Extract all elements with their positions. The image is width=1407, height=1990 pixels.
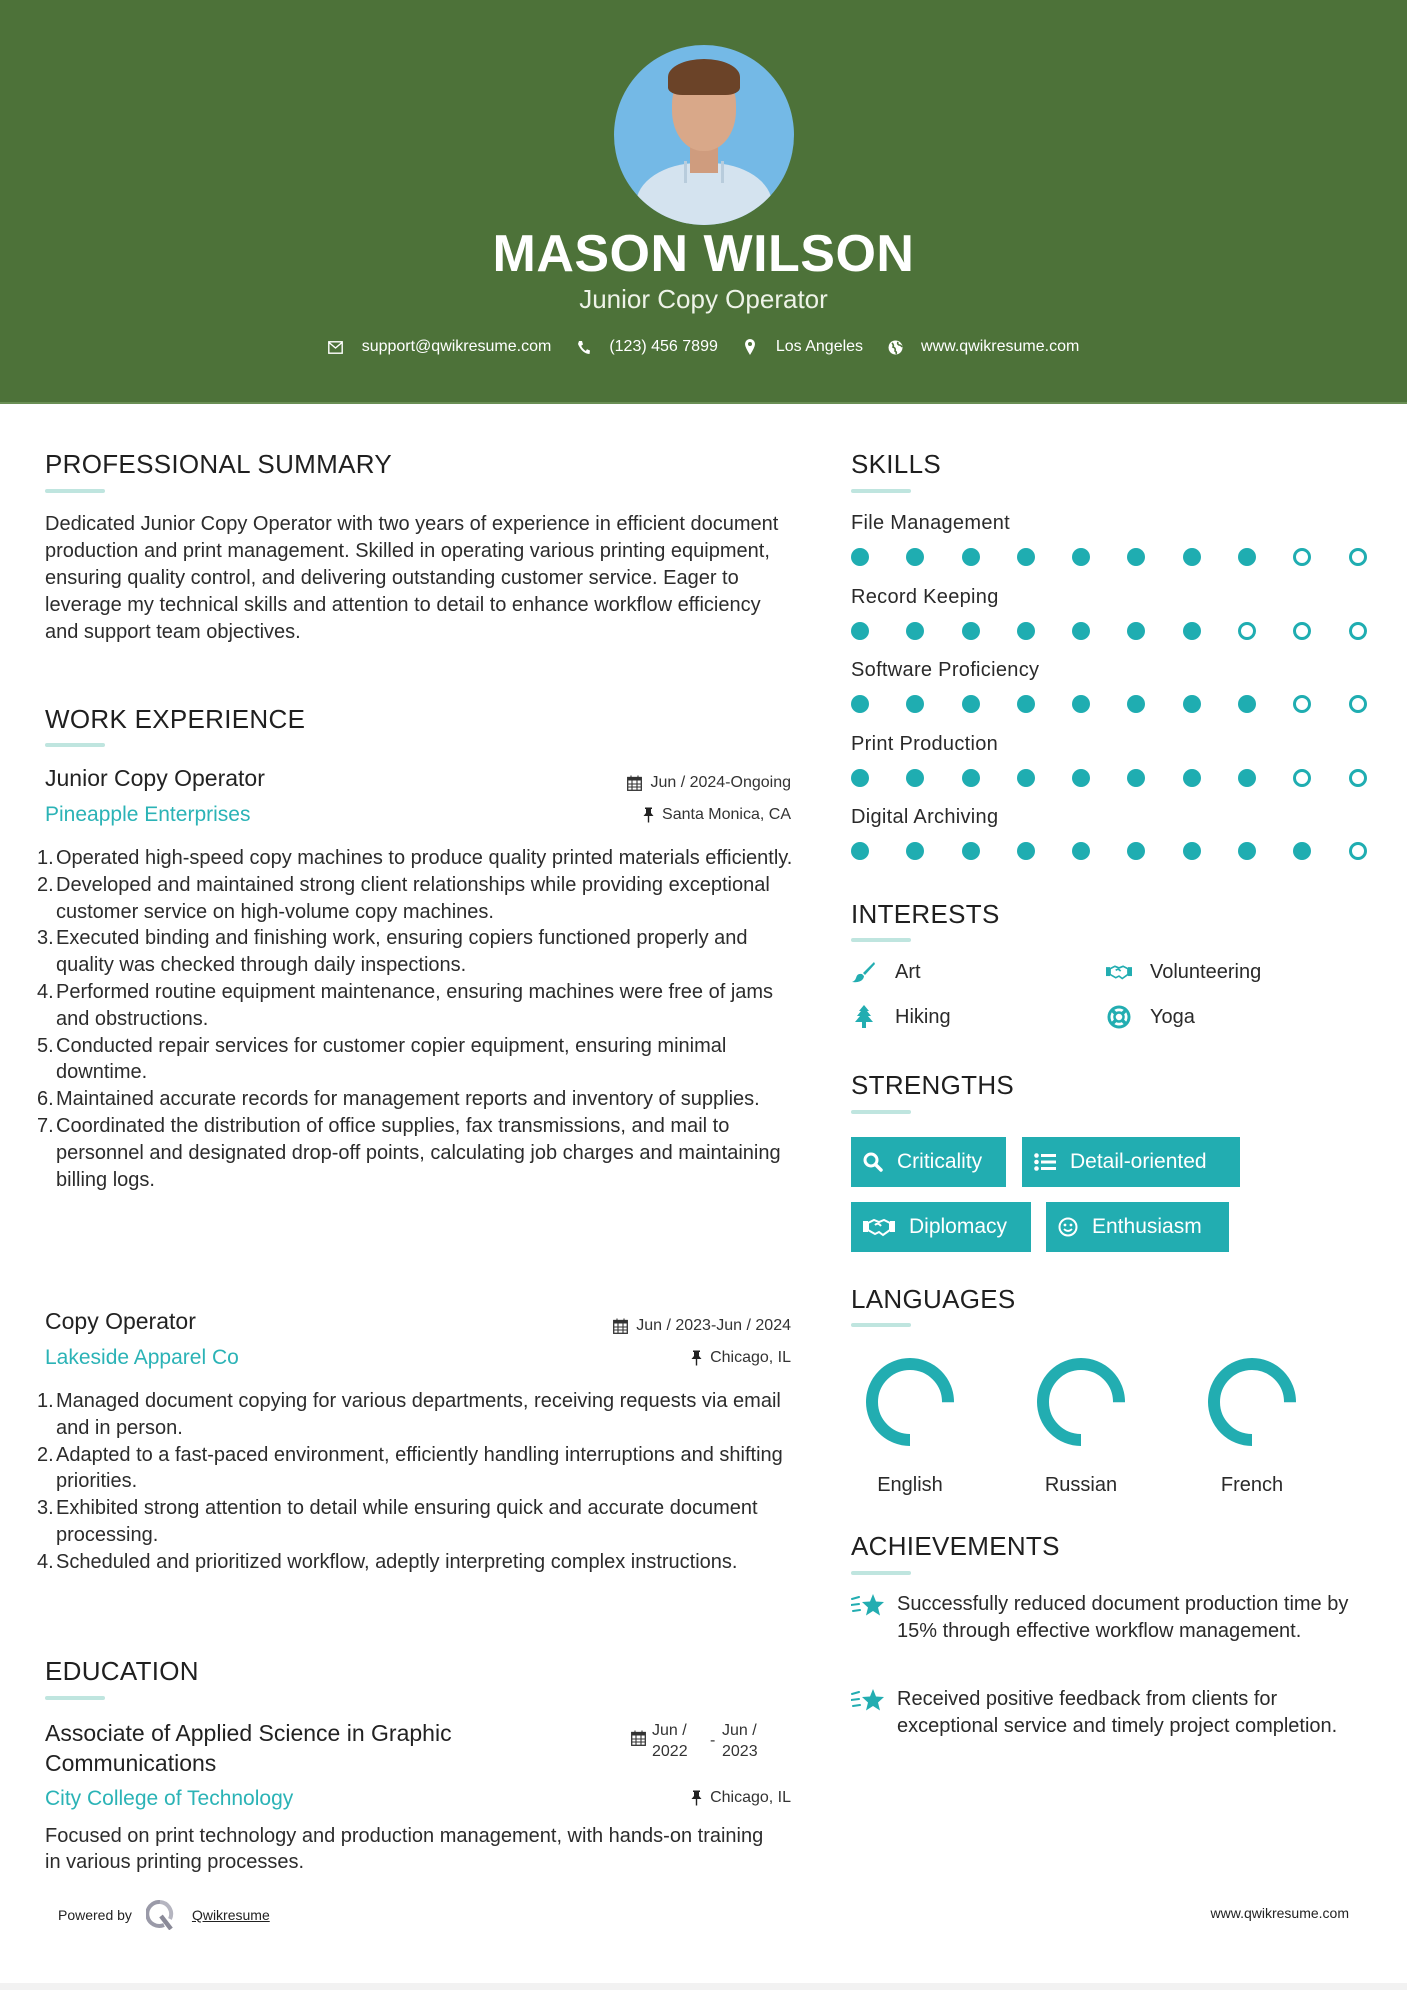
envelope-icon (328, 339, 344, 355)
candidate-title: Junior Copy Operator (579, 284, 828, 314)
location-text: Los Angeles (775, 338, 864, 355)
map-marker-icon (742, 339, 758, 355)
contact-row (0, 338, 1407, 356)
interest-item: Yoga (1106, 1005, 1195, 1029)
calendar-icon (631, 1720, 646, 1762)
rating-dot-filled (1183, 548, 1201, 566)
interest-item: Hiking (851, 1005, 951, 1029)
section-title-achievements: ACHIEVEMENTS (851, 1531, 1060, 1561)
handshake-icon (1106, 960, 1132, 984)
rating-dot-filled (1183, 695, 1201, 713)
profile-photo (614, 45, 794, 225)
section-divider (45, 489, 105, 493)
rating-dot-filled (1017, 622, 1035, 640)
resume-header (0, 0, 1407, 404)
rating-dot-empty (1349, 622, 1367, 640)
school-name: City College of Technology (45, 1787, 294, 1810)
company-name: Lakeside Apparel Co (45, 1346, 239, 1369)
rating-dot-filled (1127, 842, 1145, 860)
rating-dot-filled (1072, 695, 1090, 713)
contact-email[interactable] (328, 338, 552, 356)
candidate-name: MASON WILSON (492, 225, 915, 283)
thumbtack-icon (691, 1350, 702, 1366)
qwikresume-logo-icon (146, 1900, 174, 1930)
list-item: 2. Adapted to a fast-paced environment, efficiently handling interruptions and shifting priorities. (37, 1443, 783, 1493)
section-title-skills: SKILLS (851, 449, 941, 479)
job-dates: Jun / 2024-Ongoing (627, 774, 791, 792)
section-divider (45, 1696, 105, 1700)
education-description: Focused on print technology and production management, with hands-on training in various printing processes. (45, 1825, 764, 1873)
interest-item: Art (851, 960, 921, 984)
rating-dot-filled (1072, 842, 1090, 860)
summary-text: Dedicated Junior Copy Operator with two years of experience in efficient document production and print management. Skilled in operating various printing equipment, ensuring quality control, and delivering outstanding customer service. Eager to leverage my technical skills and attention to detail to enhance workflow efficiency and support team objectives. (45, 513, 779, 643)
rating-dot-empty (1293, 622, 1311, 640)
rating-dot-filled (906, 695, 924, 713)
rating-dot-filled (962, 695, 980, 713)
section-title-languages: LANGUAGES (851, 1284, 1016, 1314)
tree-icon (851, 1005, 877, 1029)
strength-chip: Criticality (851, 1137, 1006, 1187)
handshake-icon (863, 1217, 895, 1237)
section-divider (851, 1571, 911, 1575)
interest-item: Volunteering (1106, 960, 1261, 984)
job-dates: Jun / 2023-Jun / 2024 (613, 1317, 791, 1335)
rating-dot-filled (1238, 842, 1256, 860)
rating-dot-empty (1349, 842, 1367, 860)
rating-dot-filled (1238, 769, 1256, 787)
section-divider (851, 1110, 911, 1114)
paintbrush-icon (851, 960, 877, 984)
skill-rating (851, 769, 1404, 787)
rating-dot-empty (1293, 769, 1311, 787)
rating-dot-filled (962, 842, 980, 860)
strength-chip: Detail-oriented (1022, 1137, 1240, 1187)
rating-dot-filled (1238, 695, 1256, 713)
strength-chip: Diplomacy (851, 1202, 1031, 1252)
section-divider (851, 1323, 911, 1327)
smile-icon (1058, 1217, 1078, 1237)
skill-label: Record Keeping (851, 585, 999, 608)
rating-dot-filled (1183, 769, 1201, 787)
skill-rating (851, 842, 1404, 860)
education-location: Chicago, IL (691, 1789, 791, 1807)
footer-website-link[interactable]: www.qwikresume.com (1210, 1905, 1349, 1921)
thumbtack-icon (691, 1790, 702, 1806)
rating-dot-filled (1238, 548, 1256, 566)
shooting-star-icon (851, 1686, 885, 1740)
list-item: 6. Maintained accurate records for management reports and inventory of supplies. (37, 1088, 760, 1111)
contact-location (742, 338, 863, 356)
job-responsibilities (37, 1388, 797, 1576)
skill-label: Software Proficiency (851, 659, 1040, 681)
achievement-item: Received positive feedback from clients for exceptional service and timely project completion. (851, 1686, 1371, 1740)
calendar-icon (613, 1318, 628, 1334)
section-title-experience: WORK EXPERIENCE (45, 704, 306, 734)
rating-dot-filled (1017, 842, 1035, 860)
language-item (1016, 1352, 1146, 1497)
powered-by: Powered by Qwikresume (58, 1900, 270, 1930)
rating-dot-filled (906, 622, 924, 640)
life-ring-icon (1106, 1005, 1132, 1029)
list-item: 3. Executed binding and finishing work, ensuring copiers functioned properly and quality was checked through daily inspections. (37, 927, 748, 977)
thumbtack-icon (643, 807, 654, 823)
skill-rating (851, 548, 1404, 566)
language-item (1187, 1352, 1317, 1497)
rating-dot-empty (1349, 695, 1367, 713)
rating-dot-empty (1349, 548, 1367, 566)
section-divider (45, 743, 105, 747)
rating-dot-empty (1238, 622, 1256, 640)
list-item: 3. Exhibited strong attention to detail while ensuring quick and accurate document processing. (37, 1497, 758, 1546)
page-bottom-strip (0, 1983, 1407, 1990)
globe-icon (887, 339, 903, 355)
job-responsibilities (37, 845, 797, 1193)
rating-dot-filled (1072, 548, 1090, 566)
rating-dot-filled (851, 548, 869, 566)
email-text: support@qwikresume.com (361, 338, 552, 355)
list-item: 2. Developed and maintained strong client relationships while providing exceptional customer service on high-volume copy machines. (37, 873, 770, 923)
contact-phone[interactable] (575, 338, 718, 356)
language-label: Russian (1044, 1474, 1118, 1496)
education-dates: Jun / 2022 - Jun / 2023 (631, 1720, 772, 1762)
list-icon (1034, 1153, 1056, 1171)
rating-dot-filled (962, 548, 980, 566)
phone-text: (123) 456 7899 (609, 338, 718, 355)
skill-rating (851, 695, 1404, 713)
skill-label: File Management (851, 512, 1011, 534)
start-date: Jun / 2022 (652, 1722, 688, 1760)
calendar-icon (627, 775, 642, 791)
strength-chip: Enthusiasm (1046, 1202, 1229, 1252)
rating-dot-filled (1127, 548, 1145, 566)
rating-dot-filled (1127, 622, 1145, 640)
rating-dot-filled (1293, 842, 1311, 860)
rating-dot-filled (851, 769, 869, 787)
rating-dot-filled (1017, 548, 1035, 566)
job-location: Chicago, IL (691, 1349, 791, 1367)
achievement-item: Successfully reduced document production time by 15% through effective workflow management. (851, 1591, 1371, 1645)
language-label: French (1220, 1474, 1284, 1496)
section-divider (851, 938, 911, 942)
contact-website[interactable] (887, 338, 1079, 356)
section-title-interests: INTERESTS (851, 899, 1000, 929)
rating-dot-filled (1072, 769, 1090, 787)
qwikresume-link[interactable]: Qwikresume (191, 1907, 270, 1923)
section-title-summary: PROFESSIONAL SUMMARY (45, 449, 392, 479)
section-title-strengths: STRENGTHS (851, 1070, 1015, 1100)
website-text: www.qwikresume.com (921, 338, 1080, 355)
job-location: Santa Monica, CA (643, 806, 791, 824)
rating-dot-filled (1127, 769, 1145, 787)
list-item: 4. Scheduled and prioritized workflow, adeptly interpreting complex instructions. (37, 1550, 738, 1573)
list-item: 7. Coordinated the distribution of office supplies, fax transmissions, and mail to personnel and designated drop-off points, calculating job charges and maintaining billing logs. (37, 1114, 781, 1191)
rating-dot-empty (1293, 548, 1311, 566)
rating-dot-filled (851, 842, 869, 860)
language-item (845, 1352, 975, 1497)
list-item: 1. Managed document copying for various departments, receiving requests via email and in person. (37, 1390, 781, 1439)
language-progress-ring (860, 1352, 960, 1452)
list-item: 1. Operated high-speed copy machines to produce quality printed materials efficiently. (37, 847, 793, 869)
rating-dot-filled (906, 842, 924, 860)
degree-title: Associate of Applied Science in Graphic Communications (45, 1720, 452, 1776)
end-date: Jun / 2023 (722, 1722, 758, 1760)
language-progress-ring (1202, 1352, 1302, 1452)
rating-dot-filled (906, 769, 924, 787)
rating-dot-filled (1017, 769, 1035, 787)
rating-dot-filled (851, 695, 869, 713)
rating-dot-filled (962, 769, 980, 787)
rating-dot-filled (1017, 695, 1035, 713)
company-name: Pineapple Enterprises (45, 803, 251, 826)
job-title: Copy Operator (45, 1308, 196, 1334)
rating-dot-empty (1293, 695, 1311, 713)
rating-dot-filled (962, 622, 980, 640)
rating-dot-filled (851, 622, 869, 640)
shooting-star-icon (851, 1591, 885, 1645)
list-item: 5. Conducted repair services for customer copier equipment, ensuring minimal downtime. (37, 1034, 727, 1084)
language-label: English (877, 1474, 943, 1496)
search-icon (863, 1152, 883, 1172)
rating-dot-filled (1183, 622, 1201, 640)
phone-icon (575, 339, 591, 355)
section-divider (851, 489, 911, 493)
rating-dot-filled (1072, 622, 1090, 640)
rating-dot-filled (906, 548, 924, 566)
skill-rating (851, 622, 1404, 640)
skill-label: Print Production (851, 732, 999, 755)
rating-dot-empty (1349, 769, 1367, 787)
list-item: 4. Performed routine equipment maintenance, ensuring machines were free of jams and obstructions. (37, 980, 774, 1030)
rating-dot-filled (1183, 842, 1201, 860)
job-title: Junior Copy Operator (45, 765, 265, 791)
skill-label: Digital Archiving (851, 806, 999, 828)
rating-dot-filled (1127, 695, 1145, 713)
language-progress-ring (1031, 1352, 1131, 1452)
section-title-education: EDUCATION (45, 1656, 199, 1686)
